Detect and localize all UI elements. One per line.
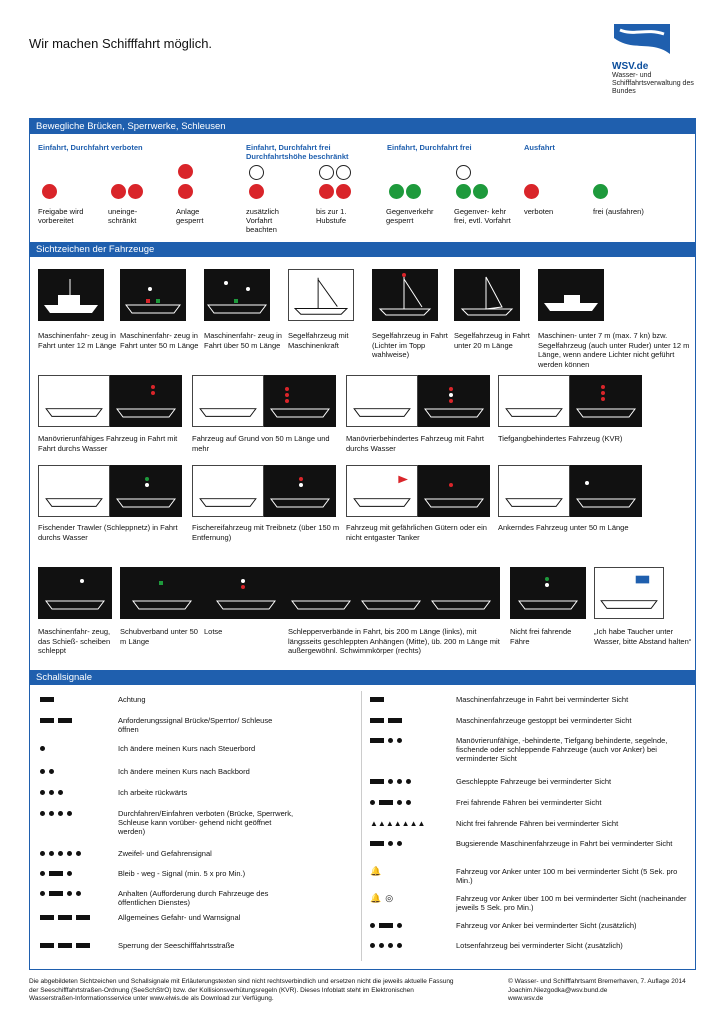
vessel-image: [110, 465, 182, 517]
vessel-caption: Fischender Trawler (Schleppnetz) in Fahrt durchs Wasser: [38, 523, 178, 542]
green-lamp: [456, 184, 471, 199]
white-lamp: [456, 165, 471, 180]
sound-label: Ich ändere meinen Kurs nach Backbord: [118, 767, 250, 776]
bell-icon: ▲▲▲▲▲▲▲: [370, 818, 426, 828]
sound-label: Maschinenfahrzeuge in Fahrt bei verminderter Sicht: [456, 695, 629, 704]
sound-label: Frei fahrende Fähren bei verminderter Sicht: [456, 798, 602, 807]
wsv-logo-icon: [612, 22, 672, 56]
vessel-image: [192, 375, 264, 427]
section-bridges-title: Bewegliche Brücken, Sperrwerke, Schleusen: [30, 119, 695, 134]
signal-caption: frei (ausfahren): [593, 207, 644, 216]
sound-label: Zweifel- und Gefahrensignal: [118, 849, 212, 858]
footer-disclaimer: Die abgebildeten Sichtzeichen und Schallsignale mit Erläuterungstexten sind nicht rechtsverbindlich und ersetzen nicht die jeweils aktuelle Fassung der Seeschifffahrtstraßen-Ordnung (SeeSchStrO) bzw. der Kollisionsverhütungsregeln (KVR). Dieses Infoblatt steht im Elektronischen Wasserstraßen-Informationsservice unter www.elwis.de als Download zur Verfügung.: [29, 978, 454, 1002]
sound-label: Fahrzeug vor Anker über 100 m bei verminderter Sicht (nacheinander jeweils 5 Sek. pro Min.): [456, 894, 687, 912]
signal-caption: bis zur 1. Hubstufe: [316, 207, 347, 225]
vessel-image: [346, 465, 418, 517]
vessel-image: [510, 567, 586, 619]
red-lamp: [42, 184, 57, 199]
vessel-caption: Fahrzeug mit gefährlichen Gütern oder ein nicht entgaster Tanker: [346, 523, 487, 542]
green-lamp: [389, 184, 404, 199]
red-lamp: [111, 184, 126, 199]
red-lamp: [319, 184, 334, 199]
vessel-caption: „Ich habe Taucher unter Wasser, bitte Abstand halten“: [594, 627, 692, 646]
sound-label: Bugsierende Maschinenfahrzeuge in Fahrt bei verminderter Sicht: [456, 839, 673, 848]
vessel-caption: Schlepperverbände in Fahrt, bis 200 m Länge (links), mit längsseits geschleppten Anhängen (Mitte), üb. 200 m Länge mit außergewöhnl. Schwimmkörper (rechts): [288, 627, 500, 655]
section-sound-title: Schallsignale: [30, 670, 695, 685]
vessel-image: [418, 375, 490, 427]
group-exit: Ausfahrt: [524, 143, 555, 152]
red-lamp: [249, 184, 264, 199]
vessel-caption: Nicht frei fahrende Fähre: [510, 627, 572, 646]
group-free: Einfahrt, Durchfahrt frei: [387, 143, 472, 152]
vessel-caption: Ankerndes Fahrzeug unter 50 m Länge: [498, 523, 629, 532]
sound-label: Bleib - weg - Signal (min. 5 x pro Min.): [118, 869, 246, 878]
sound-label: Anhalten (Aufforderung durch Fahrzeuge des öffentlichen Dienstes): [118, 889, 269, 907]
vessel-image: [372, 269, 438, 321]
sound-symbol: [370, 716, 402, 724]
signal-caption: zusätzlich Vorfahrt beachten: [246, 207, 279, 234]
sound-symbol: [40, 941, 90, 949]
vessel-image: [594, 567, 664, 619]
sound-label: Achtung: [118, 695, 146, 704]
vessel-caption: Maschinenfahr- zeug, das Schieß- scheiben schleppt: [38, 627, 111, 655]
sound-symbol: [40, 767, 54, 775]
vessel-image: [120, 567, 204, 619]
vessel-image: [454, 269, 520, 321]
vessel-image: [204, 269, 270, 321]
signal-caption: Gegenver- kehr frei, evtl. Vorfahrt: [454, 207, 511, 225]
vessel-image: [120, 269, 186, 321]
sound-label: Sperrung der Seeschifffahrtsstraße: [118, 941, 235, 950]
logo-text: WSV.de: [612, 61, 649, 72]
vessel-image: [418, 465, 490, 517]
sound-label: Fahrzeug vor Anker unter 100 m bei verminderter Sicht (5 Sek. pro Min.): [456, 867, 678, 885]
vessel-image: [110, 375, 182, 427]
group-free-height: Einfahrt, Durchfahrt frei Durchfahrtshöhe beschränkt: [246, 143, 349, 161]
sound-label: Fahrzeug vor Anker bei verminderter Sicht (zusätzlich): [456, 921, 637, 930]
red-lamp: [524, 184, 539, 199]
sound-symbol: [40, 849, 81, 857]
vessel-image: [538, 269, 604, 321]
green-lamp: [593, 184, 608, 199]
vessel-caption: Schubverband unter 50 m Länge: [120, 627, 198, 646]
vessel-image: [570, 465, 642, 517]
column-divider: [361, 691, 362, 961]
sound-symbol: [370, 941, 402, 949]
vessel-image: [264, 375, 336, 427]
sound-label: Durchfahren/Einfahren verboten (Brücke, Sperrwerk, Schleuse kann vorüber- gehend nicht geöffnet werden): [118, 809, 294, 836]
sound-symbol: [40, 913, 90, 921]
gong-icon: ◎: [385, 892, 394, 903]
footer-credits: [508, 978, 686, 1004]
white-lamp: [336, 165, 351, 180]
bell-icon: 🔔: [370, 892, 382, 903]
vessel-image: [38, 465, 110, 517]
sound-label: Lotsenfahrzeug bei verminderter Sicht (zusätzlich): [456, 941, 623, 950]
bell-gong-symbol: [370, 894, 393, 902]
vessel-caption: Lotse: [204, 627, 223, 636]
vessel-caption: Fahrzeug auf Grund von 50 m Länge und mehr: [192, 434, 330, 453]
vessel-image: [38, 269, 104, 321]
footer-email[interactable]: Joachim.Niezgodka@wsv.bund.de: [508, 986, 608, 994]
sound-symbol: [370, 798, 411, 806]
vessel-image: [570, 375, 642, 427]
sound-symbol: [40, 889, 81, 897]
vessel-image: [192, 465, 264, 517]
sound-symbol: [40, 869, 72, 877]
sound-symbol: [370, 921, 402, 929]
sound-label: Allgemeines Gefahr- und Warnsignal: [118, 913, 241, 922]
footer-website[interactable]: www.wsv.de: [508, 995, 544, 1002]
vessel-image: [288, 567, 500, 619]
bell-icon: 🔔: [370, 865, 382, 876]
signal-caption: Anlage gesperrt: [176, 207, 204, 225]
sound-symbol: [40, 695, 54, 703]
white-lamp: [319, 165, 334, 180]
section-vessels-title: Sichtzeichen der Fahrzeuge: [30, 242, 695, 257]
vessel-image: [498, 465, 570, 517]
signal-caption: Freigabe wird vorbereitet: [38, 207, 84, 225]
poster-frame: [29, 118, 696, 970]
red-lamp: [336, 184, 351, 199]
sound-label: Maschinenfahrzeuge gestoppt bei verminderter Sicht: [456, 716, 632, 725]
sound-label: Nicht frei fahrende Fähren bei verminderter Sicht: [456, 819, 619, 828]
red-lamp: [178, 184, 193, 199]
vessel-image: [38, 375, 110, 427]
vessel-image: [38, 567, 112, 619]
bell-symbol: [370, 819, 425, 827]
white-lamp: [249, 165, 264, 180]
tagline: Wir machen Schifffahrt möglich.: [29, 36, 213, 51]
sound-symbol: [370, 695, 384, 703]
signal-caption: Gegenverkehr gesperrt: [386, 207, 434, 225]
sound-symbol: [40, 809, 72, 817]
sound-symbol: [370, 839, 402, 847]
red-lamp: [178, 164, 193, 179]
vessel-caption: Segelfahrzeug in Fahrt (Lichter im Topp wahlweise): [372, 331, 448, 359]
sound-symbol: [370, 736, 402, 744]
vessel-image: [204, 567, 288, 619]
sound-symbol: [40, 744, 45, 752]
vessel-caption: Segelfahrzeug in Fahrt unter 20 m Länge: [454, 331, 530, 350]
green-lamp: [473, 184, 488, 199]
vessel-image: [264, 465, 336, 517]
vessel-caption: Manövrierbehindertes Fahrzeug mit Fahrt durchs Wasser: [346, 434, 484, 453]
footer-copyright: © Wasser- und Schifffahrtsamt Bremerhaven, 7. Auflage 2014: [508, 978, 686, 985]
vessel-image: [346, 375, 418, 427]
vessel-caption: Maschinenfahr- zeug in Fahrt unter 50 m Länge: [120, 331, 199, 350]
vessel-caption: Maschinen- unter 7 m (max. 7 kn) bzw. Segelfahrzeug (auch unter Ruder) unter 12 m Länge, wenn andere Lichter nicht geführt werden können: [538, 331, 690, 369]
vessel-caption: Fischereifahrzeug mit Treibnetz (über 150 m Entfernung): [192, 523, 340, 542]
green-lamp: [406, 184, 421, 199]
wsv-logo[interactable]: [612, 22, 702, 96]
vessel-image: [498, 375, 570, 427]
bell-symbol: [370, 867, 381, 875]
sound-symbol: [40, 788, 63, 796]
vessel-image: [288, 269, 354, 321]
logo-subtitle: Wasser- und Schifffahrtsverwaltung des Bundes: [612, 72, 694, 95]
sound-label: Ich arbeite rückwärts: [118, 788, 188, 797]
signal-caption: verboten: [524, 207, 554, 216]
sound-symbol: [370, 777, 411, 785]
sound-label: Ich ändere meinen Kurs nach Steuerbord: [118, 744, 256, 753]
sound-label: Geschleppte Fahrzeuge bei verminderter Sicht: [456, 777, 612, 786]
signal-caption: uneinge- schränkt: [108, 207, 138, 225]
sound-symbol: [40, 716, 72, 724]
sound-label: Manövrierunfähige, -behinderte, Tiefgang behinderte, segelnde, fischende oder schleppende Fahrzeuge (auch vor Anker) bei verminderter Sicht: [456, 736, 668, 763]
sound-label: Anforderungssignal Brücke/Sperrtor/ Schleuse öffnen: [118, 716, 273, 734]
group-forbidden: Einfahrt, Durchfahrt verboten: [38, 143, 143, 152]
vessel-caption: Maschinenfahr- zeug in Fahrt unter 12 m Länge: [38, 331, 117, 350]
vessel-caption: Maschinenfahr- zeug in Fahrt über 50 m Länge: [204, 331, 282, 350]
red-lamp: [128, 184, 143, 199]
vessel-caption: Segelfahrzeug mit Maschinenkraft: [288, 331, 349, 350]
vessel-caption: Tiefgangbehindertes Fahrzeug (KVR): [498, 434, 623, 443]
vessel-caption: Manövrierunfähiges Fahrzeug in Fahrt mit Fahrt durchs Wasser: [38, 434, 178, 453]
